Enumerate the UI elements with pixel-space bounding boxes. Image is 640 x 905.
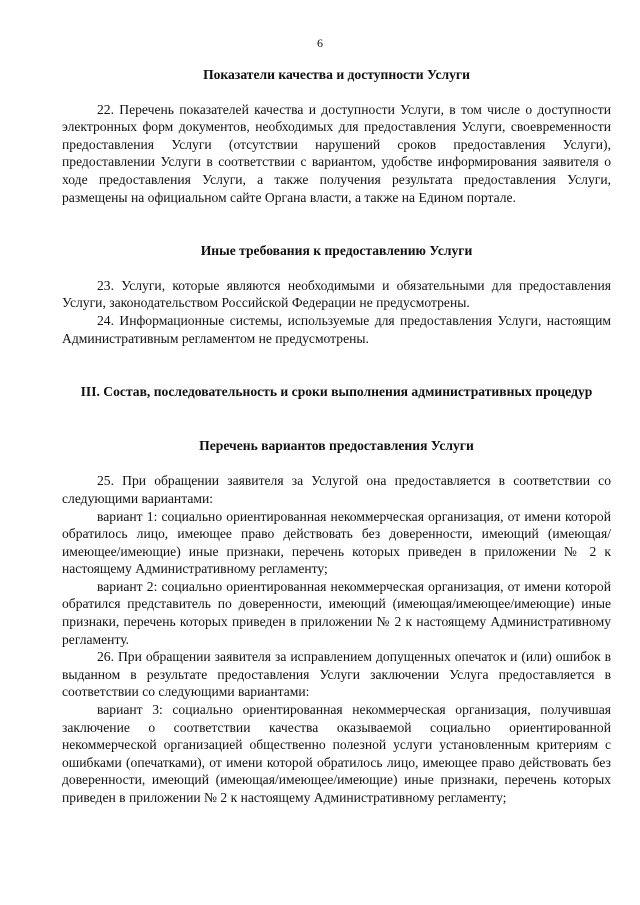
variant-3: вариант 3: социально ориентированная некоммерческая организация, получившая заключение о соответствии качества оказываемой социально ориентированной некоммерческой организацией общественно полезной услуги установленным критериям с ошибками (опечатками), от имени которой обратилось лицо, имеющее право действовать без доверенности, имеющий (имеющая/имеющее/имеющие) иные признаки, перечень которых приведен в приложении № 2 к настоящему Административному регламенту; [62,702,611,805]
paragraph-26: 26. При обращении заявителя за исправлением допущенных опечаток и (или) ошибок в выданном в результате предоставления Услуги заключении Услуга предоставляется в соответствии со следующими вариантами: [62,649,611,700]
variant-2: вариант 2: социально ориентированная некоммерческая организация, от имени которой обратился представитель по доверенности, имеющий (имеющая/имеющее/имеющие) иные признаки, перечень которых приведен в приложении № 2 к настоящему Административному регламенту. [62,578,611,647]
heading-other-requirements: Иные требования к предоставлению Услуги [200,243,473,259]
heading-quality: Показатели качества и доступности Услуги [203,67,470,82]
variant-1: вариант 1: социально ориентированная некоммерческая организация, от имени которой обратилось лицо, имеющее право действовать без доверенности, имеющий (имеющая/имеющее/имеющие) иные признаки, перечень которых приведен в приложении № 2 к настоящему Административному регламенту; [62,508,611,577]
paragraph-24: 24. Информационные системы, используемые для предоставления Услуги, настоящим Административным регламентом не предусмотрены. [62,312,611,346]
heading-part-3: III. Состав, последовательность и сроки выполнения административных процедур [80,384,593,400]
document-body [62,66,611,807]
paragraph-22: 22. Перечень показателей качества и доступности Услуги, в том числе о доступности электронных форм документов, необходимых для предоставления Услуги, своевременности предоставления Услуги (отсутствии нарушений сроков предоставления Услуги), предоставлении Услуги в соответствии с вариантом, удобстве информирования заявителя о ходе предоставления Услуги, а также получения результата предоставления Услуги, размещены на официальном сайте Органа власти, а также на Едином портале. [62,101,611,205]
paragraph-23: 23. Услуги, которые являются необходимыми и обязательными для предоставления Услуги, законодательством Российской Федерации не предусмотрены. [62,277,611,311]
heading-variants: Перечень вариантов предоставления Услуги [199,437,474,453]
paragraph-25: 25. При обращении заявителя за Услугой она предоставляется в соответствии со следующими вариантами: [62,473,611,506]
page-number: 6 [317,36,323,50]
